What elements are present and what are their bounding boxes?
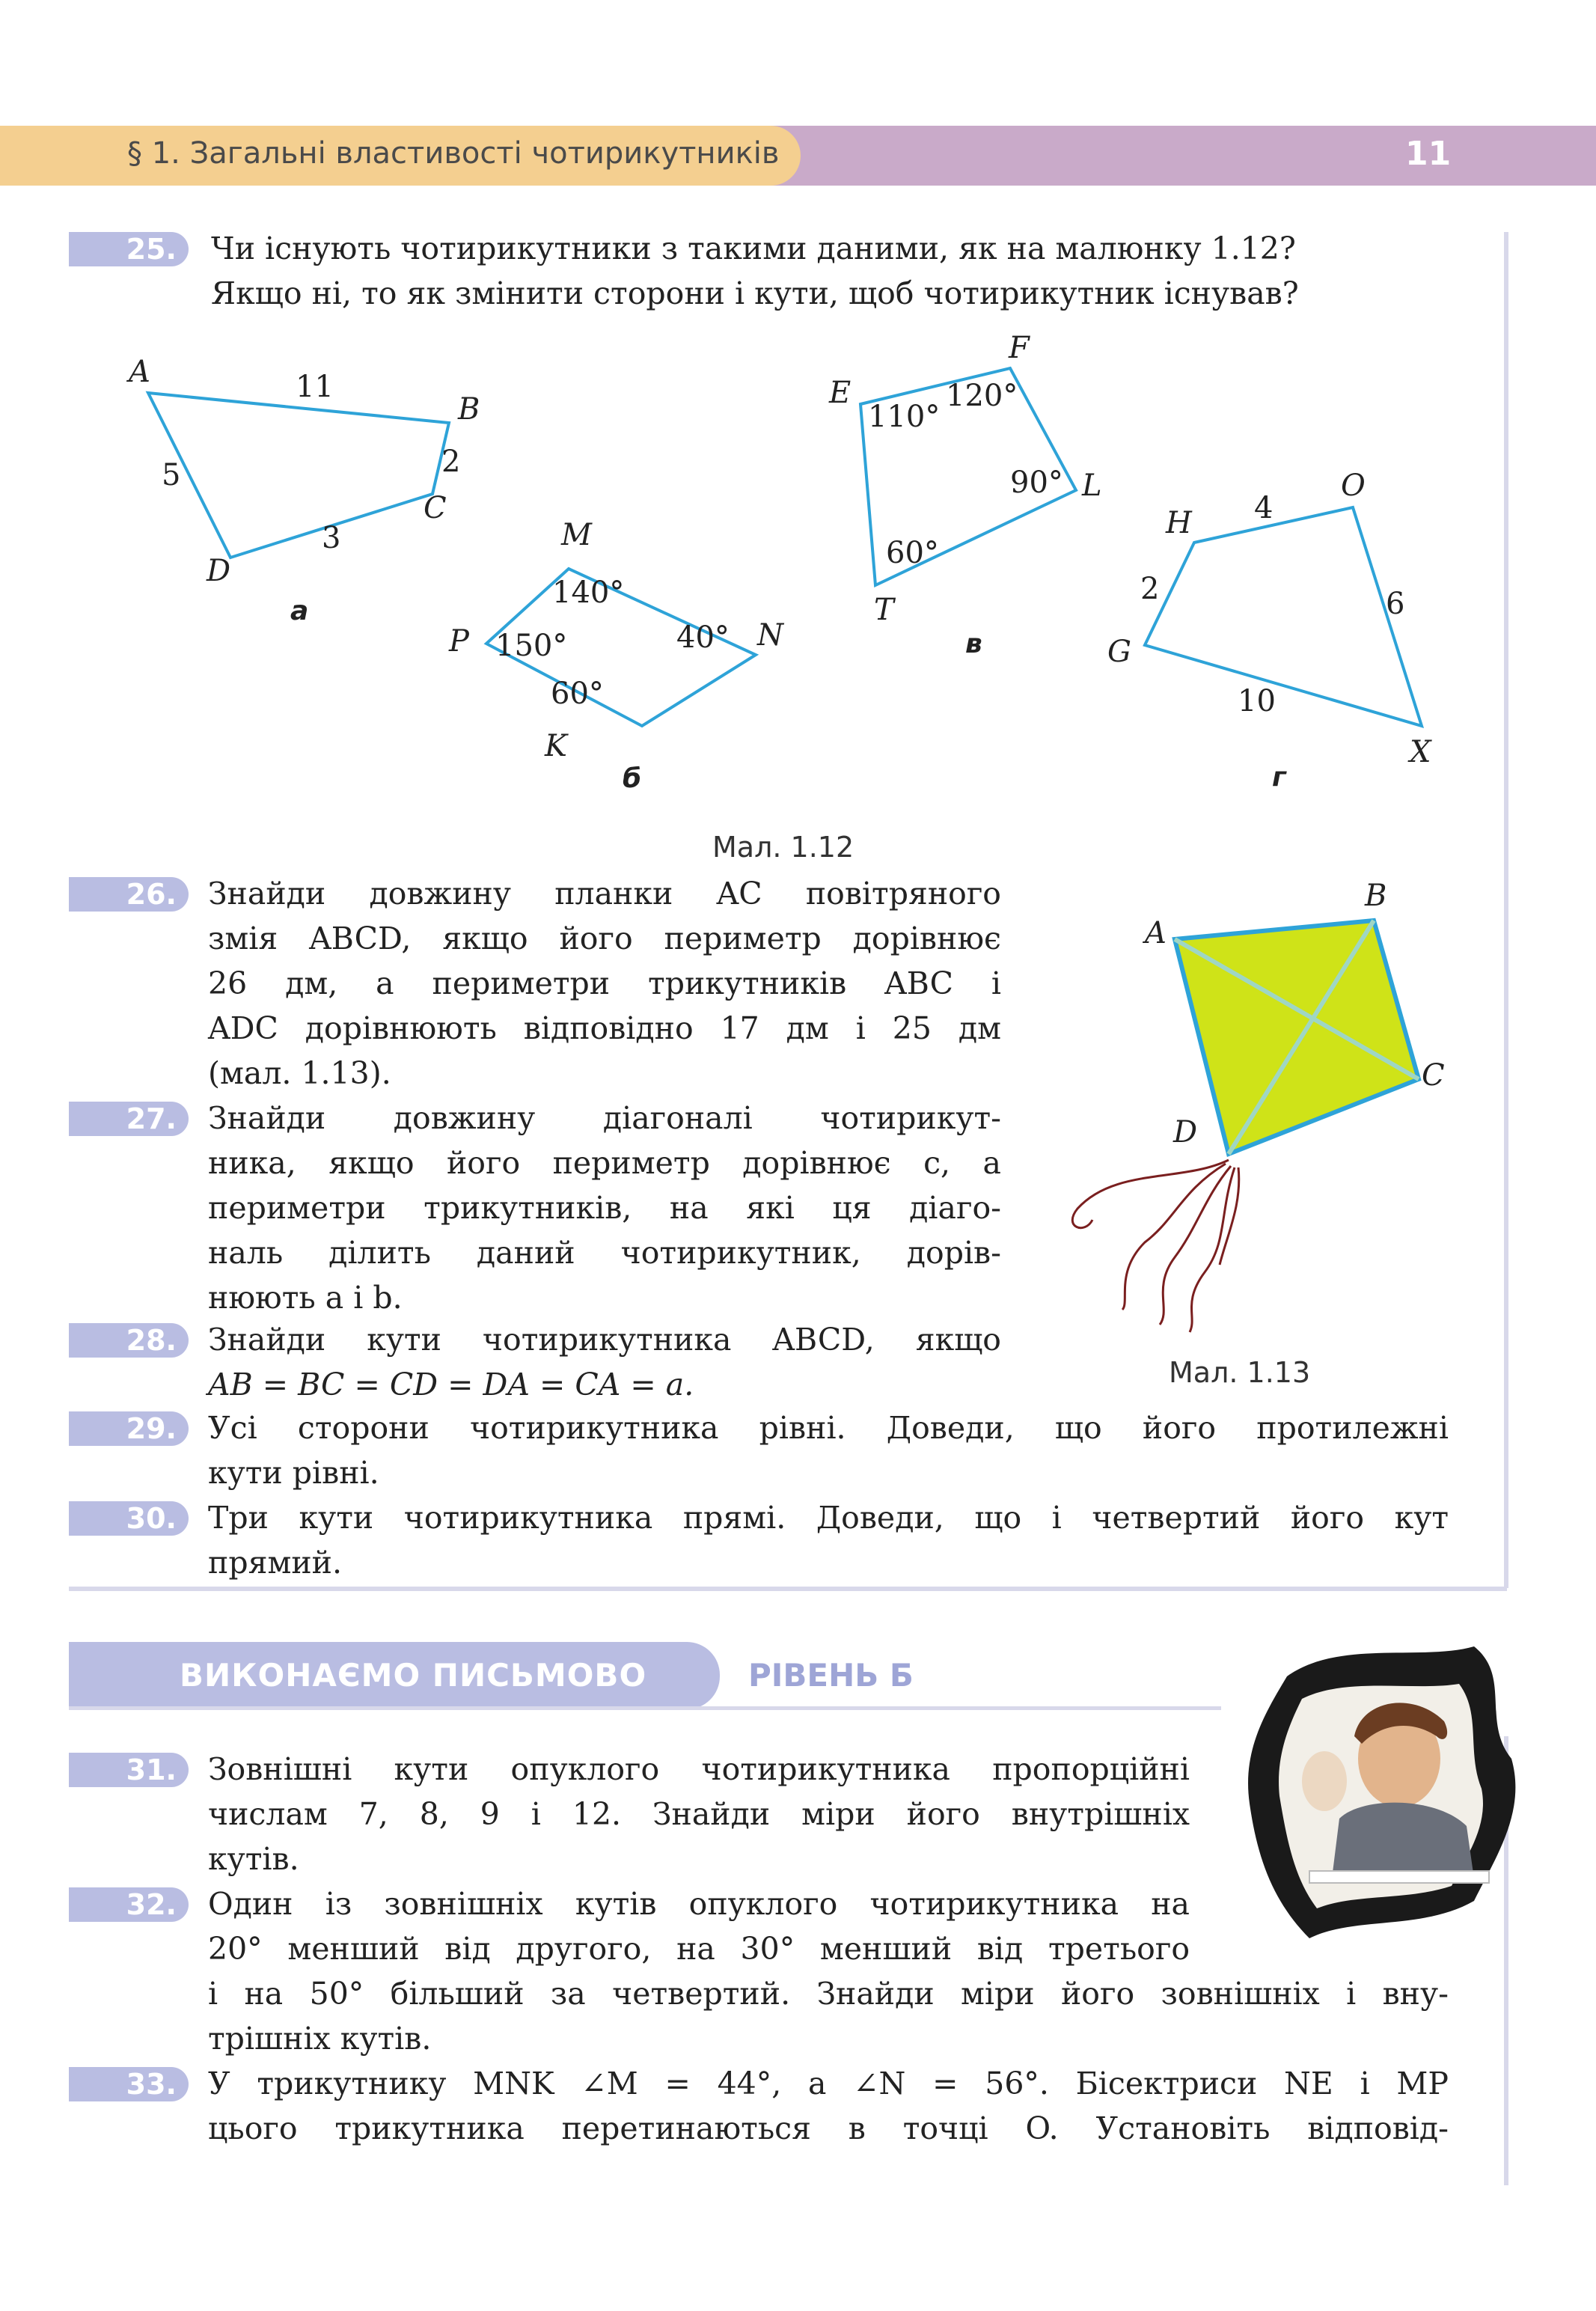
problem-number: 29. — [69, 1411, 189, 1446]
problem-29-line: кути рівні. — [208, 1455, 379, 1491]
vertex-label: A — [1145, 916, 1167, 950]
section-title: ВИКОНАЄМО ПИСЬМОВО — [180, 1657, 647, 1694]
problem-number: 25. — [69, 232, 189, 266]
problem-27-line: нюють a і b. — [208, 1280, 403, 1316]
kite-body — [1175, 921, 1419, 1154]
side-label: 11 — [296, 370, 334, 404]
problem-32-line: Один із зовнішніх кутів опуклого чотирикутника на — [208, 1886, 1190, 1922]
angle-label: 140° — [552, 576, 625, 610]
problem-number: 33. — [69, 2067, 189, 2101]
figure-1-13 — [1033, 868, 1482, 1362]
vertex-label: B — [458, 392, 480, 427]
vertex-label: L — [1082, 468, 1102, 503]
problem-26-line: змія ABCD, якщо його периметр дорівнює — [208, 921, 1001, 956]
student-photo — [1227, 1631, 1526, 1946]
side-label: 6 — [1386, 587, 1405, 621]
vertex-label: H — [1166, 506, 1192, 540]
figure-caption: Мал. 1.12 — [712, 831, 854, 864]
quad-abcd — [148, 393, 449, 558]
kite-tail — [1072, 1160, 1239, 1332]
problem-number: 27. — [69, 1102, 189, 1136]
frame-right-rule — [1504, 232, 1508, 1588]
sub-figure-label: б — [623, 763, 642, 794]
vertex-label: G — [1107, 635, 1131, 669]
problem-number: 28. — [69, 1323, 189, 1358]
problem-27-line: ника, якщо його периметр дорівнює c, а — [208, 1145, 1001, 1181]
vertex-label: E — [829, 376, 851, 410]
angle-label: 90° — [1010, 465, 1063, 500]
vertex-label: D — [207, 554, 231, 588]
vertex-label: B — [1365, 879, 1387, 913]
problem-25-line: Чи існують чотирикутники з такими даними, як на малюнку 1.12? — [211, 231, 1296, 266]
side-label: 10 — [1238, 684, 1276, 718]
sub-figure-label: г — [1272, 762, 1286, 793]
problem-33-line: цього трикутника перетинаються в точці O. Установіть відповід- — [208, 2110, 1449, 2146]
vertex-label: O — [1341, 468, 1366, 503]
frame-bottom-rule — [69, 1587, 1507, 1591]
problem-30-line: Три кути чотирикутника прямі. Доведи, що і четвертий його кут — [208, 1500, 1449, 1536]
angle-label: 110° — [868, 400, 941, 434]
problem-number: 26. — [69, 877, 189, 912]
angle-label: 120° — [946, 379, 1018, 413]
angle-label: 60° — [886, 536, 939, 570]
vertex-label: C — [1422, 1058, 1445, 1093]
problem-28-line: Знайди кути чотирикутника ABCD, якщо — [208, 1322, 1001, 1358]
problem-31-line: Зовнішні кути опуклого чотирикутника пропорційні — [208, 1751, 1190, 1787]
angle-label: 150° — [495, 629, 568, 663]
side-label: 2 — [441, 445, 461, 479]
page-number: 11 — [1405, 135, 1452, 173]
problem-number: 32. — [69, 1887, 189, 1922]
problem-27-line: Знайди довжину діагоналі чотирикут- — [208, 1100, 1001, 1136]
problem-33-line: У трикутнику MNK ∠M = 44°, а ∠N = 56°. Бісектриси NE і MP — [208, 2066, 1449, 2101]
level-label: РІВЕНЬ Б — [748, 1657, 914, 1694]
vertex-label: K — [545, 729, 567, 763]
vertex-label: C — [424, 491, 447, 525]
vertex-label: T — [874, 593, 894, 627]
problem-number: 31. — [69, 1753, 189, 1787]
figure-1-12 — [0, 322, 1504, 876]
sub-figure-label: в — [965, 629, 982, 659]
problem-32-line: 20° менший від другого, на 30° менший від третього — [208, 1931, 1190, 1967]
vertex-label: M — [561, 518, 592, 552]
problem-26-line: (мал. 1.13). — [208, 1055, 391, 1091]
sub-figure-label: а — [290, 596, 309, 626]
vertex-label: P — [449, 624, 469, 659]
problem-31-line: кутів. — [208, 1841, 299, 1877]
problem-27-line: периметри трикутників, на які ця діаго- — [208, 1190, 1001, 1226]
vertex-label: F — [1009, 331, 1030, 365]
problem-28-line: AB = BC = CD = DA = CA = a. — [208, 1367, 694, 1402]
vertex-label: A — [129, 355, 150, 389]
side-label: 4 — [1254, 491, 1274, 525]
problem-26-line: 26 дм, а периметри трикутників ABC і — [208, 965, 1001, 1001]
angle-label: 60° — [551, 677, 604, 711]
problem-26-line: ADC дорівнюють відповідно 17 дм і 25 дм — [208, 1010, 1001, 1046]
section-title: § 1. Загальні властивості чотирикутників — [127, 136, 780, 171]
side-label: 5 — [162, 458, 181, 492]
problem-27-line: наль ділить даний чотирикутник, дорів- — [208, 1235, 1001, 1271]
vertex-label: N — [757, 618, 783, 653]
section-rule — [69, 1706, 1221, 1710]
problem-26-line: Знайди довжину планки AC повітряного — [208, 876, 1001, 912]
angle-label: 40° — [676, 620, 730, 655]
problem-32-line: трішніх кутів. — [208, 2021, 432, 2057]
problem-25-line: Якщо ні, то як змінити сторони і кути, щоб чотирикутник існував? — [211, 275, 1299, 311]
problem-32-line: і на 50° більший за четвертий. Знайди міри його зовнішніх і вну- — [208, 1976, 1449, 2012]
problem-31-line: числам 7, 8, 9 і 12. Знайди міри його внутрішніх — [208, 1796, 1190, 1832]
vertex-label: X — [1410, 735, 1431, 769]
problem-30-line: прямий. — [208, 1545, 343, 1581]
problem-number: 30. — [69, 1501, 189, 1536]
side-label: 3 — [322, 521, 341, 555]
vertex-label: D — [1173, 1115, 1198, 1150]
problem-29-line: Усі сторони чотирикутника рівні. Доведи, що його протилежні — [208, 1410, 1449, 1446]
figure-caption: Мал. 1.13 — [1169, 1356, 1311, 1389]
side-label: 2 — [1140, 572, 1160, 606]
